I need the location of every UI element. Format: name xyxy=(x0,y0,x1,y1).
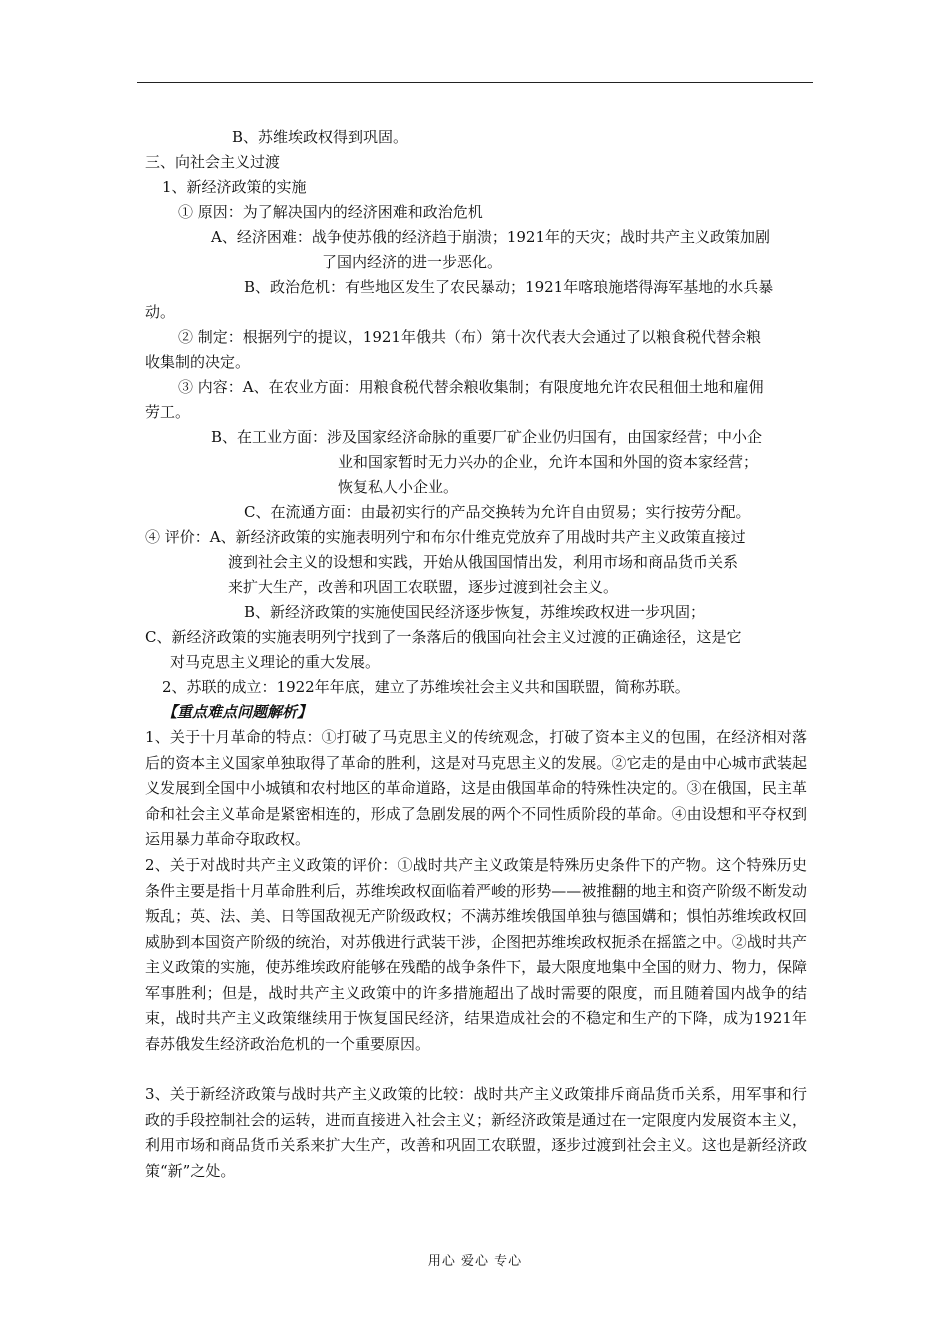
outline-line-23: 2、苏联的成立：1922年年底，建立了苏维埃社会主义共和国联盟，简称苏联。 xyxy=(162,678,690,696)
outline-line-15: 恢复私人小企业。 xyxy=(338,478,459,496)
outline-line-19: 来扩大生产，改善和巩固工农联盟，逐步过渡到社会主义。 xyxy=(228,578,619,596)
outline-line-10: 收集制的决定。 xyxy=(145,353,251,371)
analysis-heading: 【重点难点问题解析】 xyxy=(162,703,313,721)
header-rule xyxy=(137,82,813,83)
outline-line-13: B、在工业方面：涉及国家经济命脉的重要厂矿企业仍归国有，由国家经营；中小企 xyxy=(211,428,763,446)
outline-line-21: C、新经济政策的实施表明列宁找到了一条落后的俄国向社会主义过渡的正确途径，这是它 xyxy=(145,628,742,646)
outline-line-8: 动。 xyxy=(145,303,176,321)
outline-line-20: B、新经济政策的实施使国民经济逐步恢复，苏维埃政权进一步巩固； xyxy=(244,603,706,621)
outline-line-17: ④ 评价：A、新经济政策的实施表明列宁和布尔什维克党放弃了用战时共产主义政策直接过 xyxy=(145,528,746,546)
outline-line-4: ① 原因：为了解决国内的经济困难和政治危机 xyxy=(178,203,483,221)
subsection-heading: 1、新经济政策的实施 xyxy=(162,178,307,196)
outline-line-7: B、政治危机：有些地区发生了农民暴动；1921年喀琅施塔得海军基地的水兵暴 xyxy=(244,278,774,296)
analysis-paragraph-3: 3、关于新经济政策与战时共产主义政策的比较：战时共产主义政策排斥商品货币关系，用军事和行政的手段控制社会的运转，进而直接进入社会主义；新经济政策是通过在一定限度内发展资本主义，利用市场和商品货币关系来扩大生产，改善和巩固工农联盟，逐步过渡到社会主义。这也是新经济政策“新”之处。 xyxy=(145,1085,807,1180)
analysis-paragraph-2: 2、关于对战时共产主义政策的评价：①战时共产主义政策是特殊历史条件下的产物。这个特殊历史条件主要是指十月革命胜利后，苏维埃政权面临着严峻的形势——被推翻的地主和资产阶级不断发动叛乱；英、法、美、日等国敌视无产阶级政权；不满苏维埃俄国单独与德国媾和；惧怕苏维埃政权回威胁到本国资产阶级的统治，对苏俄进行武装干涉，企图把苏维埃政权扼杀在摇篮之中。②战时共产主义政策的实施，使苏维埃政府能够在残酷的战争条件下，最大限度地集中全国的财力、物力，保障军事胜利；但是，战时共产主义政策中的许多措施超出了战时需要的限度，而且随着国内战争的结束，战时共产主义政策继续用于恢复国民经济，结果造成社会的不稳定和生产的下降，成为1921年春苏俄发生经济政治危机的一个重要原因。 xyxy=(145,856,807,1053)
outline-line-1: B、苏维埃政权得到巩固。 xyxy=(232,128,409,146)
outline-line-18: 渡到社会主义的设想和实践，开始从俄国国情出发，利用市场和商品货币关系 xyxy=(228,553,739,571)
outline-line-16: C、在流通方面：由最初实行的产品交换转为允许自由贸易；实行按劳分配。 xyxy=(244,503,751,521)
outline-line-12: 劳工。 xyxy=(145,403,191,421)
section-heading: 三、向社会主义过渡 xyxy=(145,153,281,171)
outline-line-11: ③ 内容：A、在农业方面：用粮食税代替余粮收集制；有限度地允许农民租佃土地和雇佣 xyxy=(178,378,764,396)
outline-line-14: 业和国家暂时无力兴办的企业，允许本国和外国的资本家经营； xyxy=(338,453,759,471)
page-footer: 用心 爱心 专心 xyxy=(427,1254,523,1269)
outline-line-5: A、经济困难：战争使苏俄的经济趋于崩溃；1921年的天灾；战时共产主义政策加剧 xyxy=(211,228,771,246)
outline-line-6: 了国内经济的进一步恶化。 xyxy=(322,253,503,271)
outline-line-22: 对马克思主义理论的重大发展。 xyxy=(170,653,381,671)
outline-line-9: ② 制定：根据列宁的提议，1921年俄共（布）第十次代表大会通过了以粮食税代替余粮 xyxy=(178,328,761,346)
analysis-paragraph-1: 1、关于十月革命的特点：①打破了马克思主义的传统观念，打破了资本主义的包围，在经济相对落后的资本主义国家单独取得了革命的胜利，这是对马克思主义的发展。②它走的是由中心城市武装起义发展到全国中小城镇和农村地区的革命道路，这是由俄国革命的特殊性决定的。③在俄国，民主革命和社会主义革命是紧密相连的，形成了急剧发展的两个不同性质阶段的革命。④由设想和平夺权到运用暴力革命夺取政权。 xyxy=(145,728,807,848)
